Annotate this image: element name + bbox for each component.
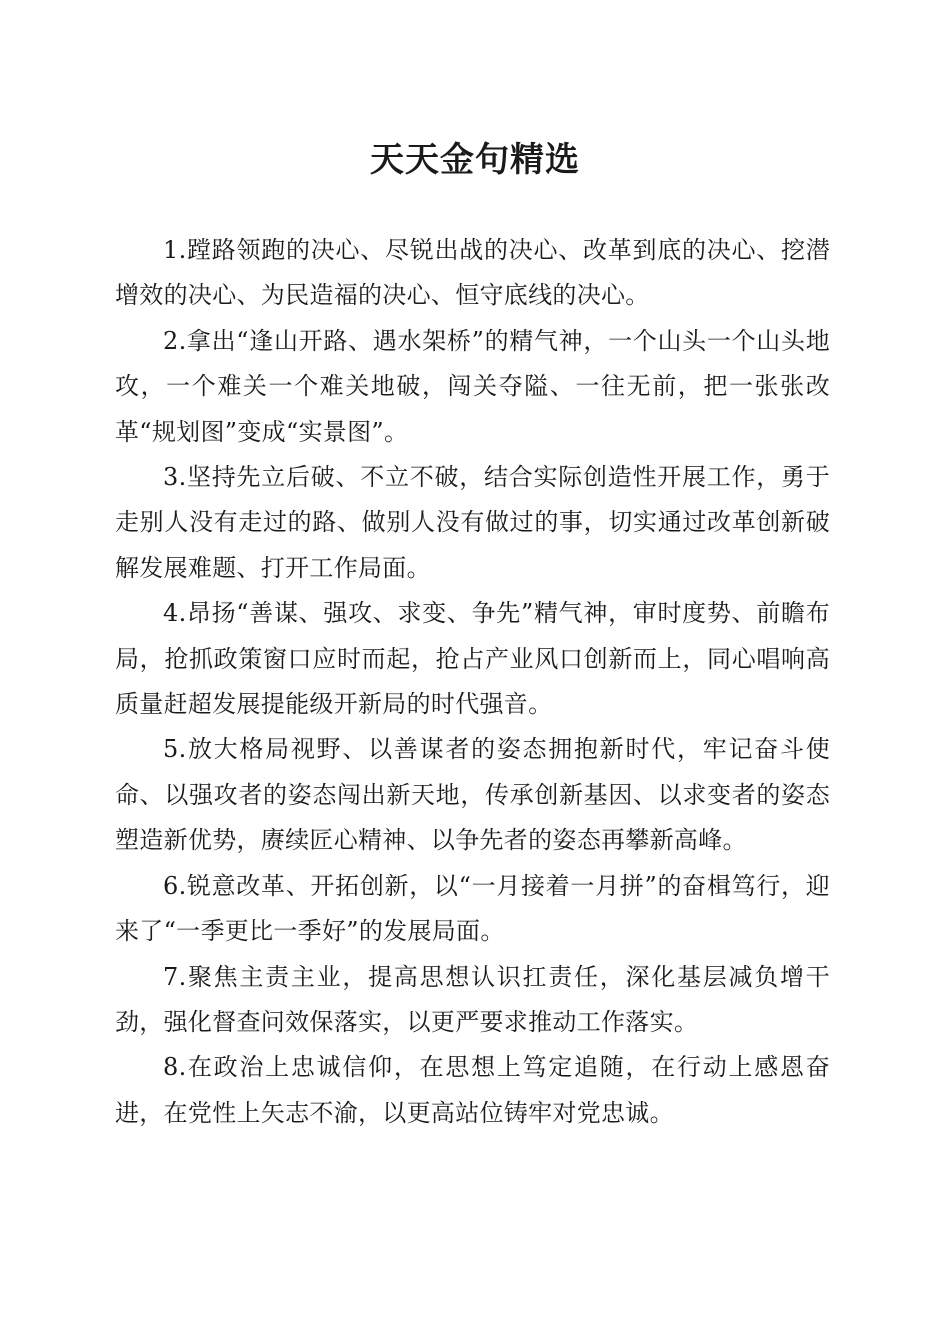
- quote-paragraph-1: 1.蹚路领跑的决心、尽锐出战的决心、改革到底的决心、挖潜增效的决心、为民造福的决心、恒守底线的决心。: [115, 236, 830, 310]
- quote-paragraph-4: 4.昂扬“善谋、强攻、求变、争先”精气神，审时度势、前瞻布局，抢抓政策窗口应时而起，抢占产业风口创新而上，同心唱响高质量赶超发展提能级开新局的时代强音。: [115, 599, 830, 719]
- document-title: 天天金句精选: [370, 140, 580, 180]
- quote-paragraph-3: 3.坚持先立后破、不立不破，结合实际创造性开展工作，勇于走别人没有走过的路、做别人没有做过的事，切实通过改革创新破解发展难题、打开工作局面。: [115, 463, 830, 582]
- quote-paragraph-7: 7.聚焦主责主业，提高思想认识扛责任，深化基层减负增干劲，强化督查问效保落实，以更严要求推动工作落实。: [115, 962, 830, 1036]
- quote-paragraph-6: 6.锐意改革、开拓创新，以“一月接着一月拼”的奋楫笃行，迎来了“一季更比一季好”的发展局面。: [115, 871, 830, 946]
- quote-paragraph-2: 2.拿出“逢山开路、遇水架桥”的精气神，一个山头一个山头地攻，一个难关一个难关地破，闯关夺隘、一往无前，把一张张改革“规划图”变成“实景图”。: [115, 326, 830, 446]
- document-body: [115, 228, 830, 1136]
- quote-paragraph-5: 5.放大格局视野、以善谋者的姿态拥抱新时代，牢记奋斗使命、以强攻者的姿态闯出新天地，传承创新基因、以求变者的姿态塑造新优势，赓续匠心精神、以争先者的姿态再攀新高峰。: [115, 735, 830, 855]
- quote-paragraph-8: 8.在政治上忠诚信仰，在思想上笃定追随，在行动上感恩奋进，在党性上矢志不渝，以更高站位铸牢对党忠诚。: [115, 1053, 830, 1127]
